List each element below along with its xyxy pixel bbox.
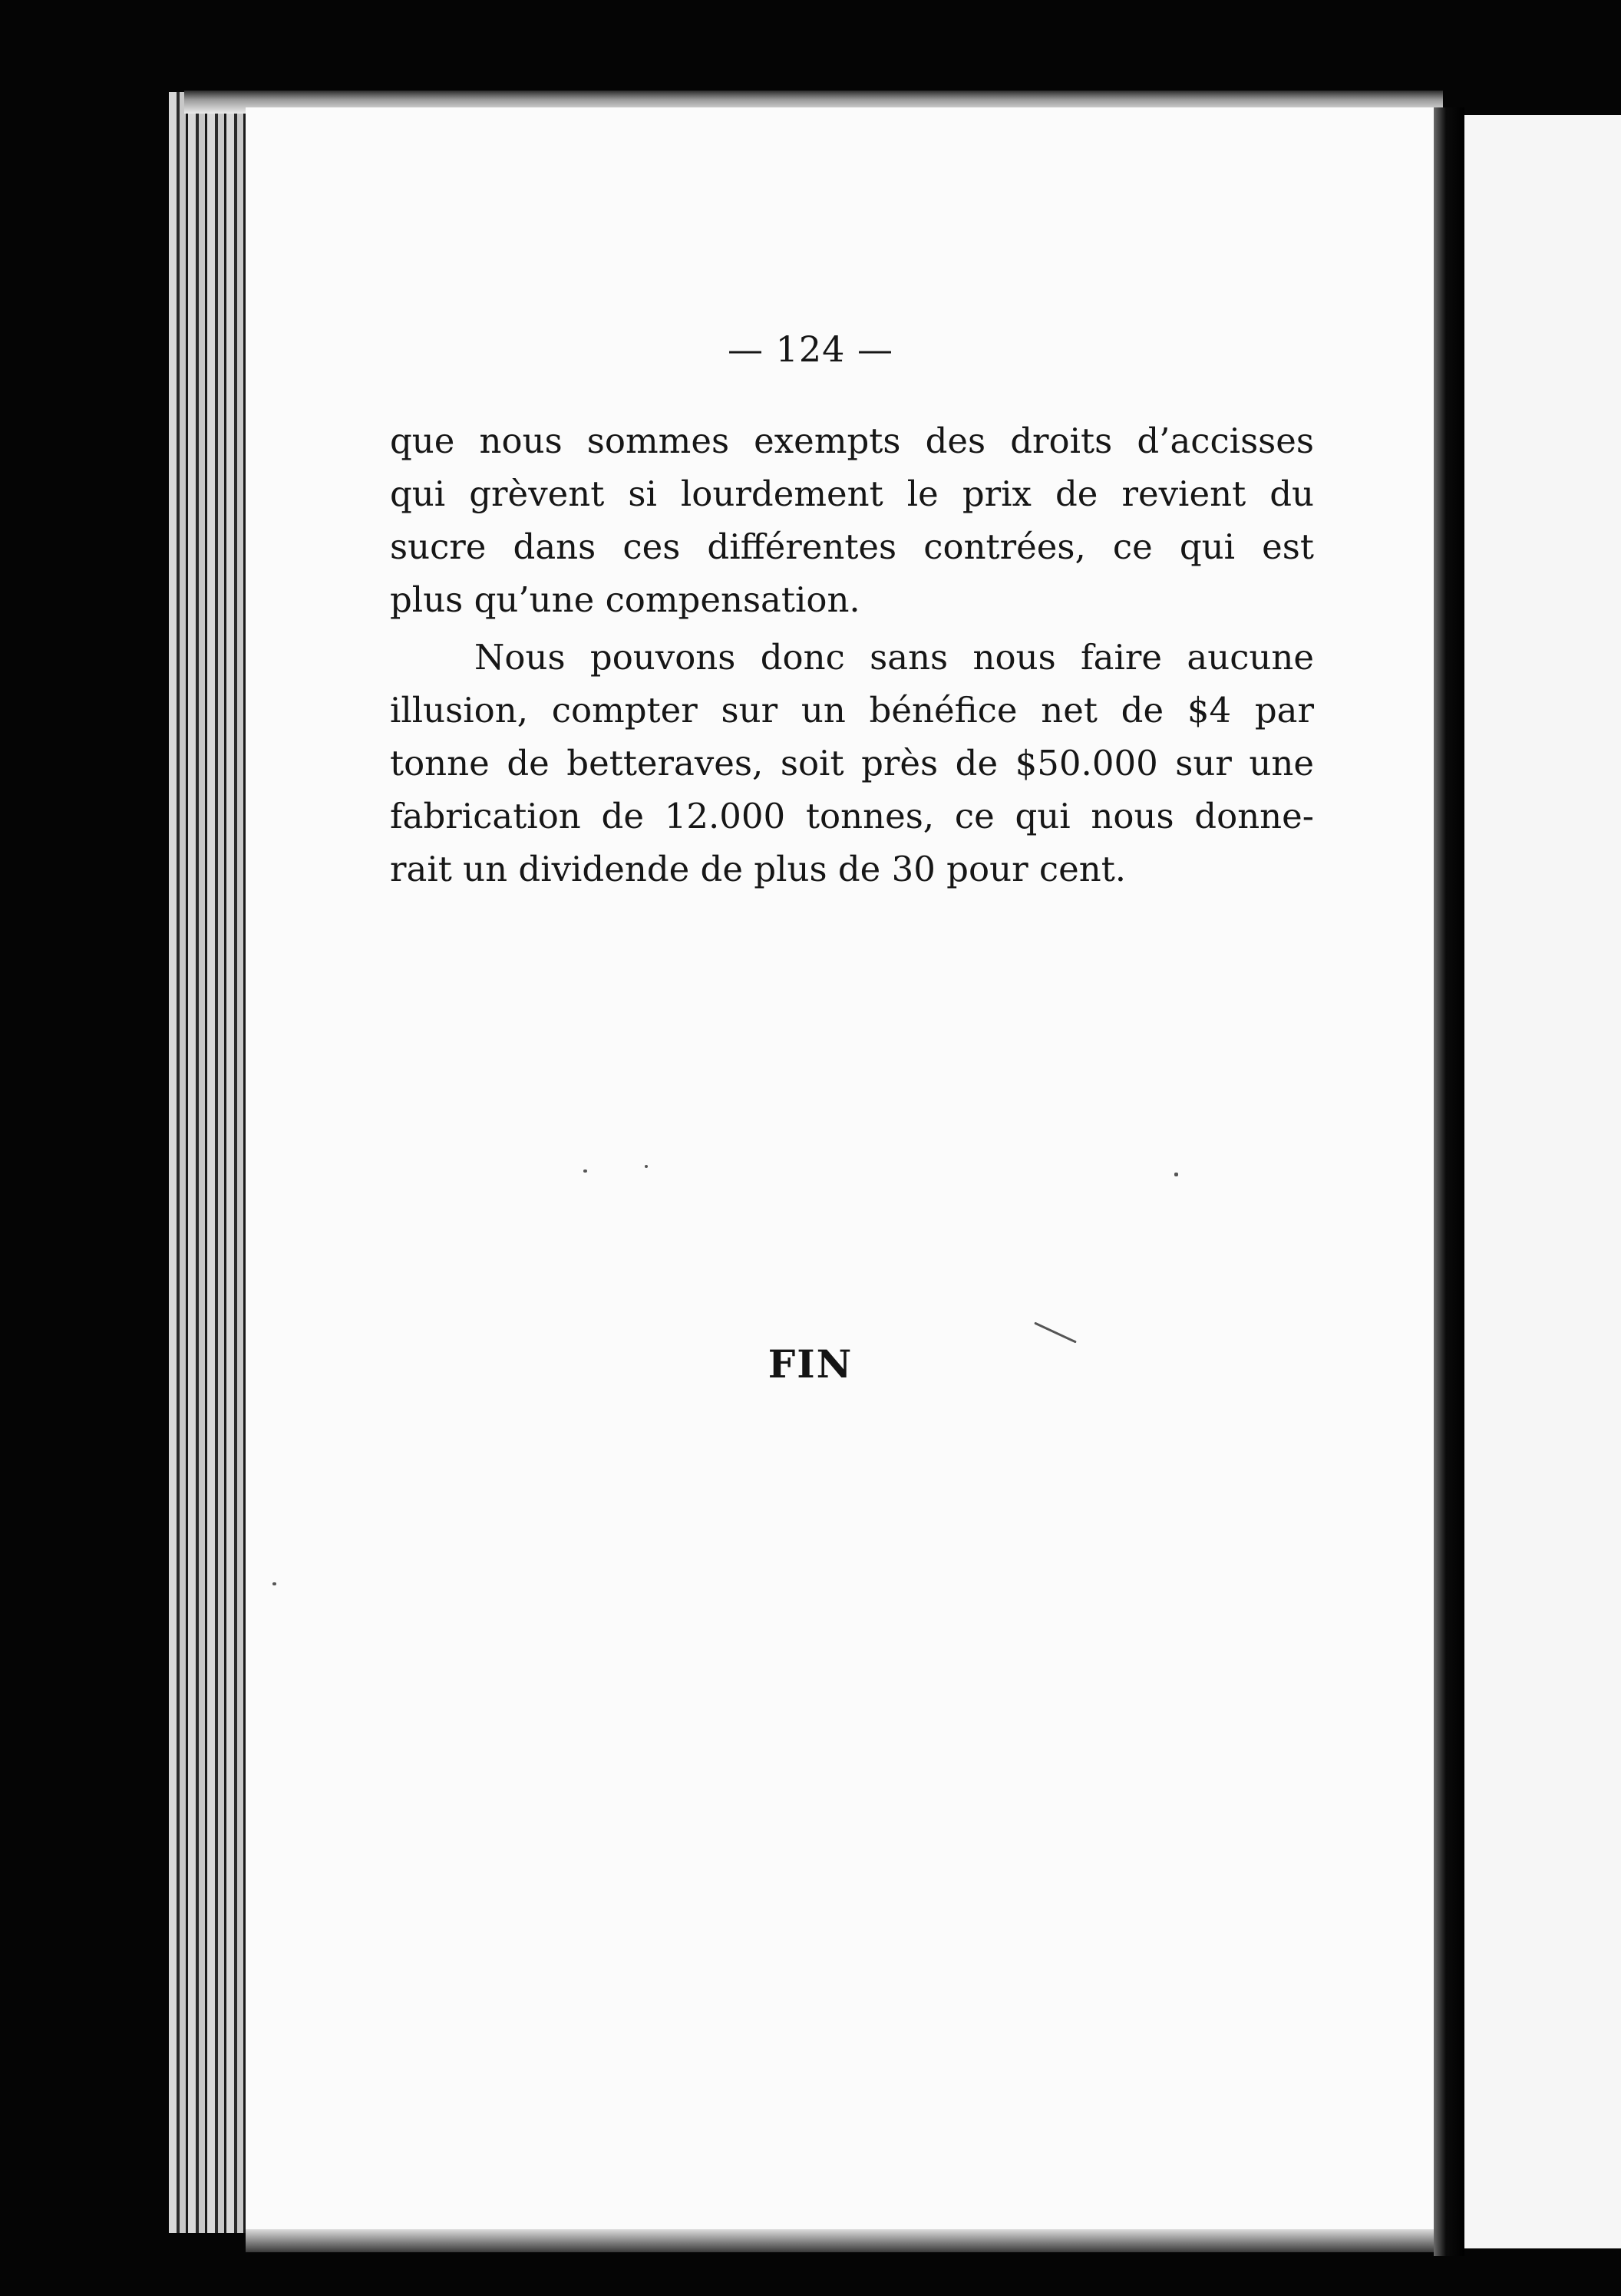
text-line: fabrication de 12.000 tonnes, ce qui nous donne-	[390, 796, 1314, 836]
text-line: tonne de betteraves, soit près de $50.000 sur une	[390, 743, 1314, 783]
book-gutter	[1434, 107, 1464, 2256]
text-line: Nous pouvons donc sans nous faire aucune	[474, 637, 1314, 678]
page-number: — 124 —	[727, 328, 894, 370]
text-line: rait un dividende de plus de 30 pour cent.	[390, 849, 1127, 889]
text-line: qui grèvent si lourdement le prix de revient du	[390, 473, 1314, 514]
scan-speck	[272, 1582, 276, 1585]
scan-speck	[583, 1169, 587, 1173]
scan-speck	[1174, 1173, 1178, 1176]
facing-page-edge	[1464, 115, 1621, 2248]
text-line: illusion, compter sur un bénéfice net de $4 par	[390, 690, 1314, 731]
closing-fin: FIN	[768, 1341, 853, 1387]
text-line: que nous sommes exempts des droits d’accisses	[390, 421, 1314, 461]
body-text	[390, 414, 1314, 896]
book-bottom-edge	[246, 2229, 1443, 2252]
text-line: plus qu’une compensation.	[390, 579, 860, 620]
text-line: sucre dans ces différentes contrées, ce qui est	[390, 526, 1314, 567]
book-page-edges	[169, 92, 253, 2233]
scan-speck	[645, 1165, 648, 1168]
